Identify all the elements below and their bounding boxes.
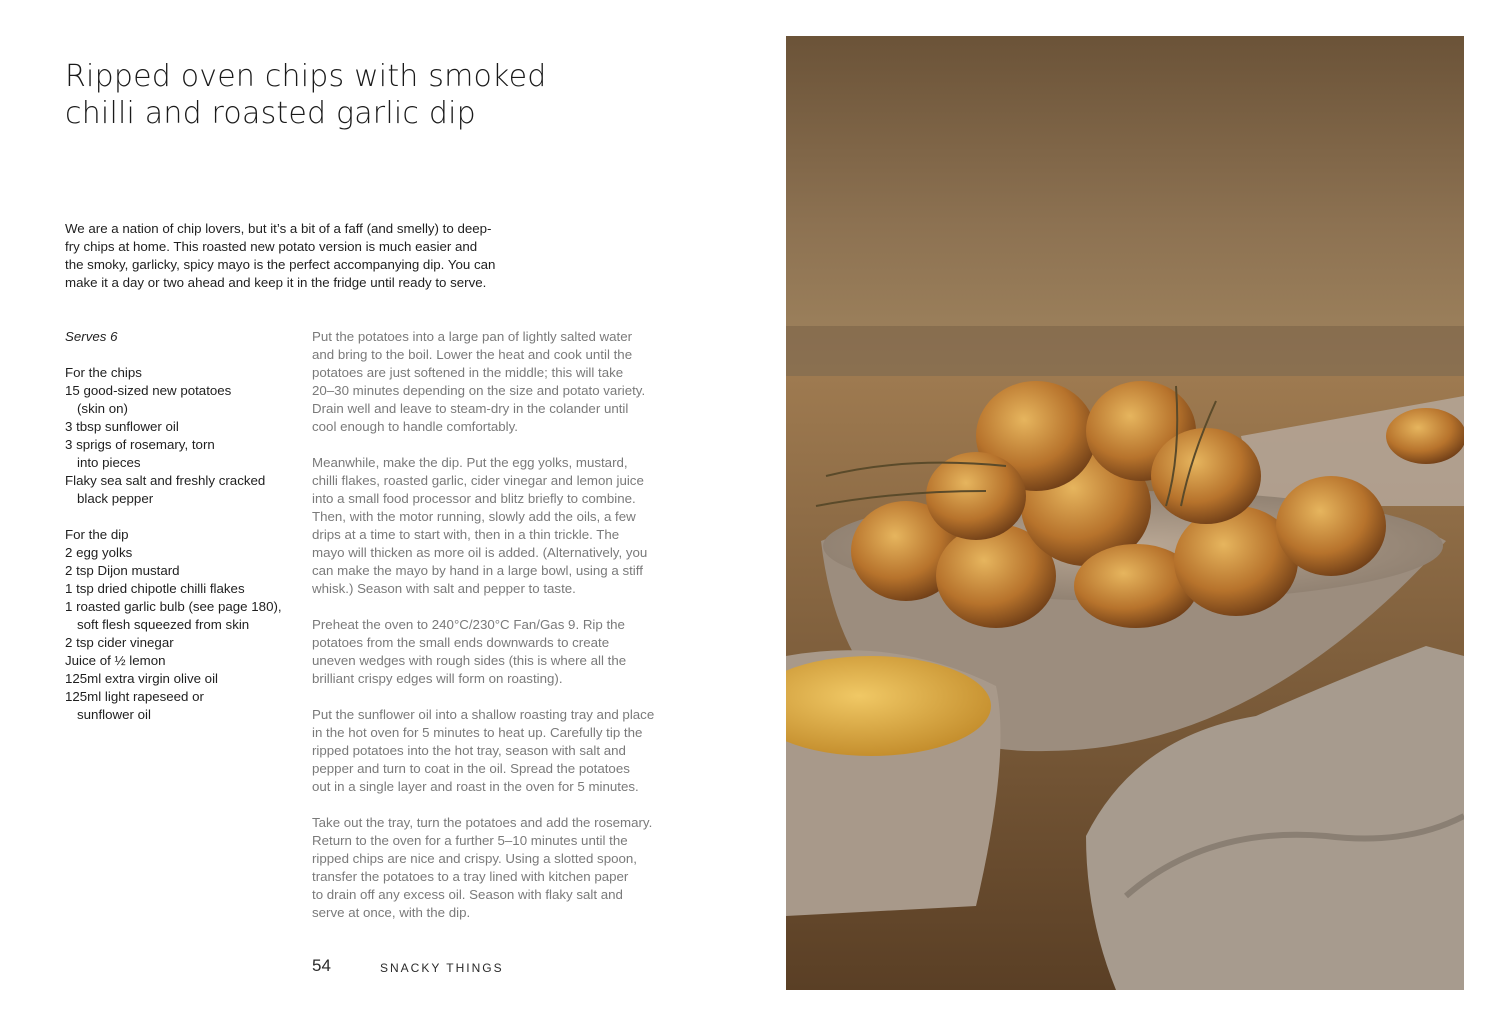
method-line: brilliant crispy edges will form on roasting).: [312, 671, 563, 686]
ingredient-line: 2 tsp Dijon mustard: [65, 563, 180, 578]
method-line: Put the potatoes into a large pan of lightly salted water: [312, 329, 633, 344]
ingredient-line: Flaky sea salt and freshly cracked: [65, 473, 266, 488]
dip-heading: For the dip: [65, 527, 129, 542]
method-line: serve at once, with the dip.: [312, 905, 471, 920]
method-line: 20–30 minutes depending on the size and potato variety.: [312, 383, 646, 398]
ingredient-line: black pepper: [77, 491, 154, 506]
method-line: Put the sunflower oil into a shallow roasting tray and place: [312, 707, 655, 722]
background-potato: [1386, 408, 1464, 464]
method-line: Then, with the motor running, slowly add the oils, a few: [312, 509, 636, 524]
page-number: 54: [312, 956, 331, 975]
method-line: potatoes are just softened in the middle; this will take: [312, 365, 624, 380]
ingredient-line: 125ml light rapeseed or: [65, 689, 204, 704]
food-photo-illustration: [786, 36, 1464, 990]
ingredient-line: 15 good-sized new potatoes: [65, 383, 232, 398]
intro-line: fry chips at home. This roasted new potato version is much easier and: [65, 239, 478, 254]
method-line: into a small food processor and blitz briefly to combine.: [312, 491, 636, 506]
intro-line: make it a day or two ahead and keep it in the fridge until ready to serve.: [65, 275, 487, 290]
method-line: Preheat the oven to 240°C/230°C Fan/Gas 9. Rip the: [312, 617, 625, 632]
method-line: Meanwhile, make the dip. Put the egg yolks, mustard,: [312, 455, 628, 470]
method-paragraph: [312, 814, 692, 922]
method-line: out in a single layer and roast in the oven for 5 minutes.: [312, 779, 639, 794]
method-line: in the hot oven for 5 minutes to heat up. Carefully tip the: [312, 725, 643, 740]
recipe-intro: [65, 220, 565, 292]
method-steps: [312, 328, 692, 940]
ingredient-line: 3 tbsp sunflower oil: [65, 419, 179, 434]
method-line: uneven wedges with rough sides (this is where all the: [312, 653, 627, 668]
method-line: Take out the tray, turn the potatoes and add the rosemary.: [312, 815, 653, 830]
spacer: [65, 508, 305, 526]
method-line: Drain well and leave to steam-dry in the colander until: [312, 401, 629, 416]
intro-line: the smoky, garlicky, spicy mayo is the perfect accompanying dip. You can: [65, 257, 496, 272]
method-line: whisk.) Season with salt and pepper to taste.: [312, 581, 576, 596]
ingredient-line: sunflower oil: [77, 707, 151, 722]
ingredient-line: Juice of ½ lemon: [65, 653, 166, 668]
spacer: [65, 346, 305, 364]
title-line: Ripped oven chips with smoked: [65, 59, 547, 94]
method-line: Return to the oven for a further 5–10 minutes until the: [312, 833, 628, 848]
method-line: to drain off any excess oil. Season with flaky salt and: [312, 887, 623, 902]
method-line: cool enough to handle comfortably.: [312, 419, 518, 434]
method-line: pepper and turn to coat in the oil. Spread the potatoes: [312, 761, 630, 776]
method-line: and bring to the boil. Lower the heat and cook until the: [312, 347, 633, 362]
method-line: ripped potatoes into the hot tray, season with salt and: [312, 743, 626, 758]
section-name: SNACKY THINGS: [380, 961, 504, 975]
method-line: transfer the potatoes to a tray lined with kitchen paper: [312, 869, 629, 884]
method-paragraph: [312, 616, 692, 688]
ingredient-line: into pieces: [77, 455, 141, 470]
method-line: drips at a time to start with, then in a thin trickle. The: [312, 527, 620, 542]
food-photo: [786, 36, 1464, 990]
method-line: ripped chips are nice and crispy. Using a slotted spoon,: [312, 851, 637, 866]
serves-label: Serves 6: [65, 329, 118, 344]
method-line: mayo will thicken as more oil is added. (Alternatively, you: [312, 545, 648, 560]
ingredient-line: soft flesh squeezed from skin: [77, 617, 250, 632]
ingredient-line: 2 egg yolks: [65, 545, 133, 560]
chips-heading: For the chips: [65, 365, 142, 380]
method-line: chilli flakes, roasted garlic, cider vinegar and lemon juice: [312, 473, 644, 488]
method-paragraph: [312, 706, 692, 796]
ingredient-line: 1 tsp dried chipotle chilli flakes: [65, 581, 245, 596]
ingredient-line: 3 sprigs of rosemary, torn: [65, 437, 215, 452]
method-paragraph: [312, 454, 692, 598]
ingredient-line: (skin on): [77, 401, 128, 416]
method-line: can make the mayo by hand in a large bowl, using a stiff: [312, 563, 643, 578]
ingredient-line: 1 roasted garlic bulb (see page 180),: [65, 599, 282, 614]
ingredients-list: [65, 328, 305, 724]
recipe-title: [65, 58, 625, 132]
intro-line: We are a nation of chip lovers, but it’s a bit of a faff (and smelly) to deep-: [65, 221, 492, 236]
title-line: chilli and roasted garlic dip: [65, 96, 476, 131]
ingredient-line: 125ml extra virgin olive oil: [65, 671, 218, 686]
method-paragraph: [312, 328, 692, 436]
ingredient-line: 2 tsp cider vinegar: [65, 635, 174, 650]
method-line: potatoes from the small ends downwards to create: [312, 635, 610, 650]
